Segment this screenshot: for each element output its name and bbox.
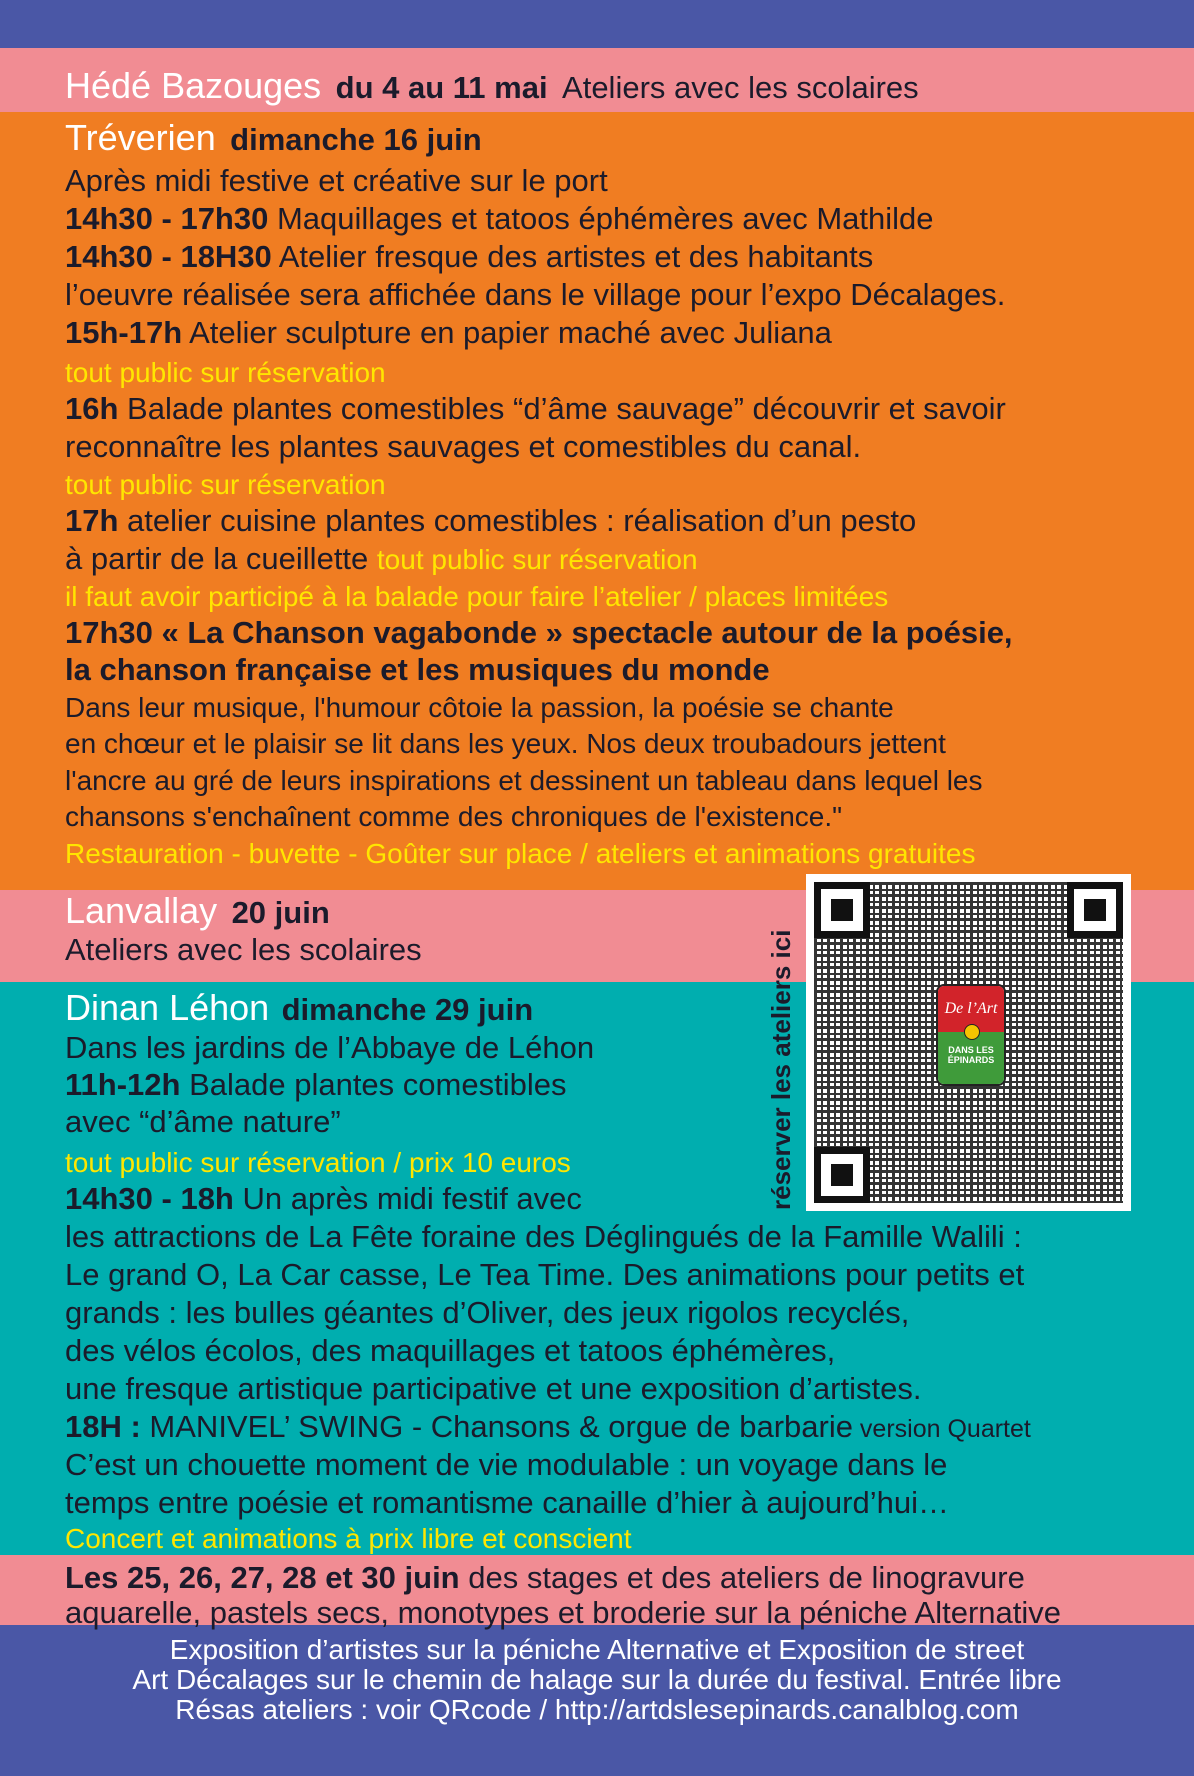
treverien-line-11: il faut avoir participé à la balade pour faire l’atelier / places limitées [65,581,889,612]
dinan-line-1 [65,1069,566,1100]
line-text: des stages et des ateliers de linogravure [459,1560,1025,1595]
line-text: Balade plantes comestibles [180,1067,567,1102]
lanvallay-heading [65,890,330,931]
stages-line-2: aquarelle, pastels secs, monotypes et broderie sur la péniche Alternative [65,1595,1062,1630]
dinan-line-10 [65,1411,1031,1442]
line-text: Atelier fresque des artistes et des habitants [271,239,874,274]
hede-date: du 4 au 11 mai [335,70,548,105]
line-text: Atelier sculpture en papier maché avec Juliana [182,315,832,350]
treverien-line-2 [65,241,873,272]
dinan-subtitle: Dans les jardins de l’Abbaye de Léhon [65,1030,595,1065]
treverien-line-13: la chanson française et les musiques du monde [65,652,770,687]
lanvallay-place: Lanvallay [65,890,218,931]
hede-heading [65,65,919,106]
treverien-line-3: l’oeuvre réalisée sera affichée dans le village pour l’expo Décalages. [65,277,1006,312]
treverien-heading [65,117,482,158]
treverien-line-7: reconnaître les plantes sauvages et comestibles du canal. [65,429,862,464]
dinan-line-3: tout public sur réservation / prix 10 euros [65,1147,571,1178]
treverien-desc-1: Dans leur musique, l'humour côtoie la passion, la poésie se chante [65,692,894,723]
time-label: 14h30 - 17h30 [65,201,269,236]
footer-line-3: Résas ateliers : voir QRcode / http://artdslesepinards.canalblog.com [175,1694,1019,1725]
qr-vertical-label: réserver les ateliers ici [766,929,796,1210]
dinan-line-8: des vélos écolos, des maquillages et tatoos éphémères, [65,1333,836,1368]
dinan-line-4 [65,1183,582,1214]
qr-finder-icon [814,882,870,938]
logo-top-text: De l’Art [938,986,1004,1032]
logo-bottom-text: DANS LES ÉPINARDS [938,1032,1004,1084]
dinan-line-5: les attractions de La Fête foraine des Déglingués de la Famille Walili : [65,1219,1022,1254]
dinan-line-12: temps entre poésie et romantisme canaille d’hier à aujourd’hui… [65,1485,949,1520]
lanvallay-date: 20 juin [231,895,330,930]
qr-finder-icon [814,1147,870,1203]
logo-can-icon [936,984,1006,1086]
treverien-place: Tréverien [65,117,216,158]
treverien-line-12: 17h30 « La Chanson vagabonde » spectacle autour de la poésie, [65,615,1013,650]
treverien-line-6 [65,393,1006,424]
stages-dates: Les 25, 26, 27, 28 et 30 juin [65,1560,460,1595]
dinan-line-6: Le grand O, La Car casse, Le Tea Time. Des animations pour petits et [65,1257,1025,1292]
treverien-line-5: tout public sur réservation [65,357,386,388]
treverien-line-10 [65,543,698,574]
line-text: Un après midi festif avec [233,1181,582,1216]
treverien-desc-2: en chœur et le plaisir se lit dans les yeux. Nos deux troubadours jettent [65,728,946,759]
line-text: atelier cuisine plantes comestibles : réalisation d’un pesto [118,503,917,538]
hede-place: Hédé Bazouges [65,65,322,106]
time-label: 11h-12h [65,1067,181,1102]
footer-line-2: Art Décalages sur le chemin de halage sur la durée du festival. Entrée libre [132,1664,1062,1695]
logo-dot-icon [964,1024,980,1040]
stages-line-1 [65,1562,1025,1593]
reservation-note: tout public sur réservation [376,544,698,575]
dinan-line-7: grands : les bulles géantes d’Oliver, des jeux rigolos recyclés, [65,1295,910,1330]
treverien-line-9 [65,505,916,536]
dinan-line-2: avec “d’âme nature” [65,1104,341,1139]
dinan-line-9: une fresque artistique participative et une exposition d’artistes. [65,1371,922,1406]
line-text: MANIVEL’ SWING - Chansons & orgue de barbarie [140,1409,853,1444]
version-note: version Quartet [852,1415,1031,1443]
time-label: 14h30 - 18H30 [65,239,272,274]
treverien-line-4 [65,317,832,348]
treverien-date: dimanche 16 juin [230,122,482,157]
footer-line-1: Exposition d’artistes sur la péniche Alternative et Exposition de street [169,1634,1025,1665]
line-text: Maquillages et tatoos éphémères avec Mathilde [268,201,934,236]
lanvallay-text: Ateliers avec les scolaires [65,932,422,967]
line-text: Balade plantes comestibles “d’âme sauvage” découvrir et savoir [118,391,1006,426]
time-label: 18H : [65,1409,141,1444]
treverien-subtitle: Après midi festive et créative sur le port [65,163,608,198]
treverien-line-14: Restauration - buvette - Goûter sur place / ateliers et animations gratuites [65,838,976,869]
treverien-line-1 [65,203,934,234]
qr-code[interactable] [806,874,1131,1211]
dinan-heading [65,987,534,1028]
line-text: à partir de la cueillette [65,541,377,576]
treverien-line-8: tout public sur réservation [65,469,386,500]
dinan-line-13: Concert et animations à prix libre et conscient [65,1523,632,1554]
top-band [0,0,1194,48]
dinan-line-11: C’est un chouette moment de vie modulable : un voyage dans le [65,1447,948,1482]
hede-text: Ateliers avec les scolaires [562,70,919,105]
qr-finder-icon [1067,882,1123,938]
time-label: 14h30 - 18h [65,1181,234,1216]
dinan-place: Dinan Léhon [65,987,270,1028]
time-label: 17h [65,503,119,538]
treverien-desc-3: l'ancre au gré de leurs inspirations et dessinent un tableau dans lequel les [65,765,983,796]
time-label: 15h-17h [65,315,183,350]
treverien-desc-4: chansons s'enchaînent comme des chroniques de l'existence." [65,801,843,832]
time-label: 16h [65,391,119,426]
dinan-date: dimanche 29 juin [281,992,534,1027]
